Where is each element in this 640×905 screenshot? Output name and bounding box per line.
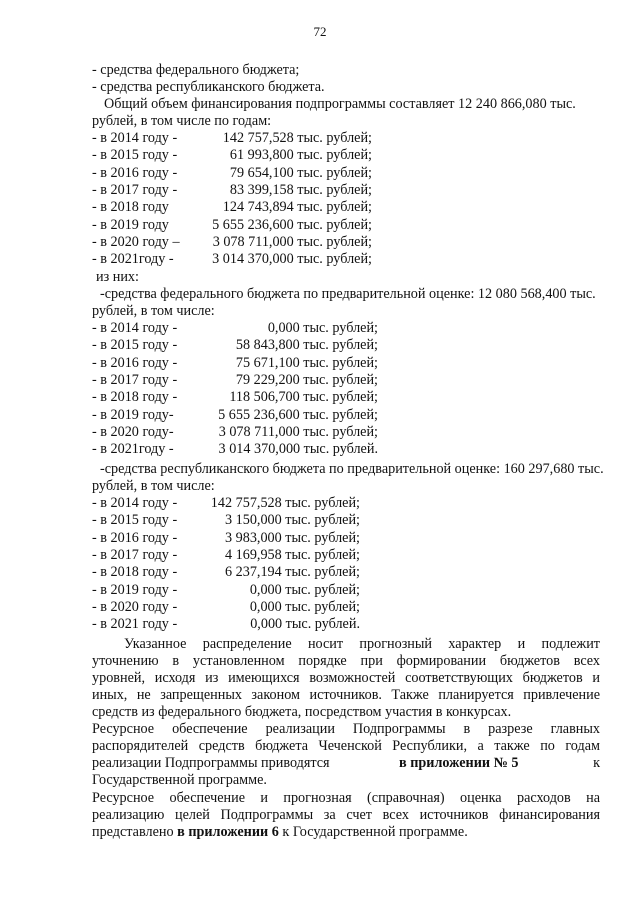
funding-year: - в 2019 году-	[92, 406, 174, 423]
federal-heading-cont: рублей, в том числе:	[92, 303, 215, 319]
funding-amount: 4 169,958 тыс. рублей;	[224, 546, 360, 563]
paragraph-line: иных, не запрещенных законом источников. Также планируется привлечение	[92, 687, 600, 703]
funding-year: - в 2015 году -	[92, 337, 178, 354]
paragraph-line: распорядителей средств бюджета Чеченской Республики, а также по годам	[92, 738, 600, 754]
funding-amount: 5 655 236,600 тыс. рублей;	[218, 406, 378, 423]
funding-year: - в 2018 году -	[92, 389, 178, 406]
appendix6-ref: в приложении 6	[177, 824, 279, 840]
funding-year: - в 2017 году -	[92, 371, 178, 388]
funding-amount: 0,000 тыс. рублей;	[267, 320, 378, 336]
funding-year: - в 2021году -	[92, 251, 174, 268]
funding-amount: 83 399,158 тыс. рублей;	[229, 181, 372, 198]
paragraph-line: Ресурсное обеспечение реализации Подпрограммы в разрезе главных	[92, 721, 600, 737]
appendix6-line	[92, 824, 468, 841]
funding-year: - в 2020 году-	[92, 423, 174, 440]
funding-amount: 3 078 711,000 тыс. рублей;	[212, 233, 372, 250]
paragraph-line: реализацию целей Подпрограммы за счет всех источников финансирования	[92, 807, 600, 823]
intro-line: рублей, в том числе по годам:	[92, 113, 272, 129]
funding-amount: 0,000 тыс. рублей;	[249, 598, 360, 615]
funding-amount: 3 014 370,000 тыс. рублей.	[218, 441, 378, 458]
funding-year: - в 2019 году -	[92, 581, 178, 598]
paragraph-line: Государственной программе.	[92, 772, 267, 788]
intro-line: - средства федерального бюджета;	[92, 62, 300, 78]
funding-amount: 3 983,000 тыс. рублей;	[224, 529, 360, 546]
funding-amount: 142 757,528 тыс. рублей;	[210, 495, 360, 511]
funding-amount: 124 743,894 тыс. рублей;	[222, 199, 372, 216]
republic-heading-cont: рублей, в том числе:	[92, 478, 215, 494]
appendix6-text-a: представлено	[92, 824, 174, 840]
appendix5-text-c: к	[593, 755, 600, 771]
funding-amount: 5 655 236,600 тыс. рублей;	[212, 216, 372, 233]
funding-year: - в 2020 году -	[92, 598, 178, 615]
funding-year: - в 2018 году	[92, 199, 169, 216]
funding-amount: 6 237,194 тыс. рублей;	[224, 564, 360, 581]
paragraph-line: уточнению в установленном порядке при формировании бюджетов всех	[92, 653, 600, 669]
funding-year: - в 2017 году -	[92, 546, 178, 563]
paragraph-line: уровней, исходя из имеющихся возможностей соответствующих бюджетов и	[92, 670, 600, 686]
federal-heading: -средства федерального бюджета по предварительной оценке: 12 080 568,400 тыс.	[100, 286, 596, 302]
funding-year: - в 2016 году -	[92, 164, 178, 181]
funding-amount: 3 014 370,000 тыс. рублей;	[212, 251, 372, 268]
funding-amount: 142 757,528 тыс. рублей;	[222, 130, 372, 146]
funding-amount: 0,000 тыс. рублей;	[249, 581, 360, 598]
paragraph-line: Указанное распределение носит прогнозный характер и подлежит	[124, 636, 600, 652]
funding-year: - в 2016 году -	[92, 529, 178, 546]
funding-year: - в 2014 году -	[92, 495, 178, 511]
funding-amount: 0,000 тыс. рублей.	[250, 616, 360, 633]
intro-line: - средства республиканского бюджета.	[92, 79, 325, 95]
appendix5-ref: в приложении № 5	[399, 755, 519, 771]
funding-year: - в 2014 году -	[92, 320, 178, 336]
of-them-label: из них:	[96, 269, 139, 285]
page-number: 72	[313, 24, 327, 39]
funding-amount: 118 506,700 тыс. рублей;	[229, 389, 378, 406]
republic-heading: -средства республиканского бюджета по предварительной оценке: 160 297,680 тыс.	[100, 461, 604, 477]
paragraph-line: Ресурсное обеспечение и прогнозная (справочная) оценка расходов на	[92, 790, 600, 806]
funding-year: - в 2017 году -	[92, 181, 178, 198]
funding-year: - в 2020 году –	[92, 233, 180, 250]
funding-amount: 79 229,200 тыс. рублей;	[235, 371, 378, 388]
funding-year: - в 2019 году	[92, 216, 169, 233]
appendix5-text-a: реализации Подпрограммы приводятся	[92, 755, 330, 771]
funding-year: - в 2021году -	[92, 441, 174, 458]
funding-year: - в 2014 году -	[92, 130, 178, 146]
appendix6-text-c: к Государственной программе.	[282, 824, 468, 840]
funding-year: - в 2018 году -	[92, 564, 178, 581]
funding-amount: 75 671,100 тыс. рублей;	[235, 354, 378, 371]
funding-amount: 3 150,000 тыс. рублей;	[224, 512, 360, 529]
funding-year: - в 2021 году -	[92, 616, 178, 633]
funding-amount: 61 993,800 тыс. рублей;	[229, 147, 372, 164]
intro-total-line: Общий объем финансирования подпрограммы составляет 12 240 866,080 тыс.	[104, 96, 576, 112]
funding-amount: 79 654,100 тыс. рублей;	[229, 164, 372, 181]
funding-amount: 58 843,800 тыс. рублей;	[235, 337, 378, 354]
funding-year: - в 2016 году -	[92, 354, 178, 371]
funding-year: - в 2015 году -	[92, 512, 178, 529]
funding-amount: 3 078 711,000 тыс. рублей;	[218, 423, 378, 440]
paragraph-line: средств из федерального бюджета, посредством участия в конкурсах.	[92, 704, 512, 720]
funding-year: - в 2015 году -	[92, 147, 178, 164]
